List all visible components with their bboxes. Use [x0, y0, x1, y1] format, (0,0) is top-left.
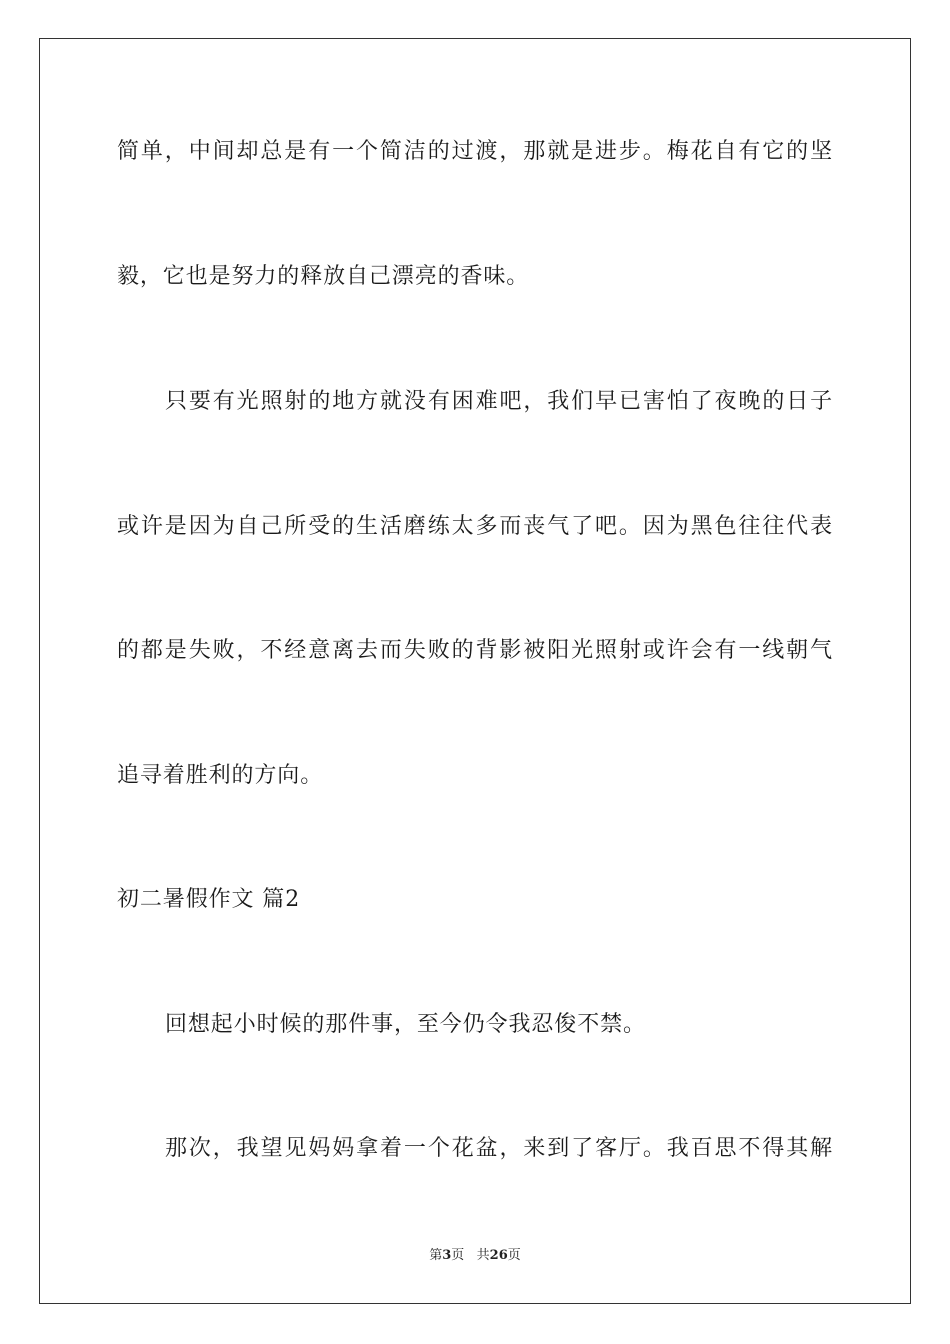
footer-suffix: 页 — [507, 1248, 521, 1263]
footer-current-page: 3 — [442, 1248, 452, 1263]
section-heading: 初二暑假作文 篇2 — [117, 887, 301, 912]
footer-middle: 页 共 — [451, 1248, 490, 1263]
footer-total-pages: 26 — [489, 1248, 508, 1263]
page-footer — [0, 1248, 950, 1264]
body-line-3: 只要有光照射的地方就没有困难吧，我们早已害怕了夜晚的日子 — [165, 389, 833, 414]
body-line-8: 那次，我望见妈妈拿着一个花盆，来到了客厅。我百思不得其解 — [165, 1136, 833, 1161]
body-line-5: 的都是失败，不经意离去而失败的背影被阳光照射或许会有一线朝气 — [117, 638, 833, 663]
body-line-2: 毅，它也是努力的释放自己漂亮的香味。 — [117, 264, 530, 289]
body-line-4: 或许是因为自己所受的生活磨练太多而丧气了吧。因为黑色往往代表 — [117, 514, 833, 539]
page-border — [39, 38, 911, 1304]
body-line-1: 简单，中间却总是有一个简洁的过渡，那就是进步。梅花自有它的坚 — [117, 139, 833, 164]
body-line-6: 追寻着胜利的方向。 — [117, 763, 324, 788]
footer-prefix: 第 — [429, 1248, 443, 1263]
body-line-7: 回想起小时候的那件事，至今仍令我忍俊不禁。 — [165, 1012, 646, 1037]
